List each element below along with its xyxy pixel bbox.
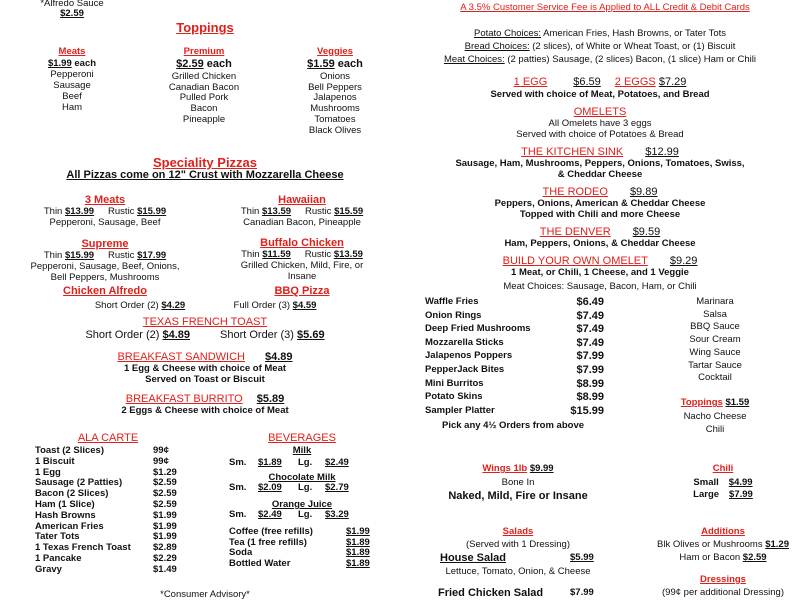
thin-label: Thin (240, 206, 260, 217)
sauce-item: Cocktail (698, 372, 732, 384)
size-small-label: Sm. (229, 482, 247, 493)
veggies-price: $1.59 (307, 58, 335, 70)
order-label: Short Order (2) (85, 329, 160, 341)
beverage-price: $1.89 (346, 547, 370, 559)
chili-small-price: $4.99 (728, 477, 753, 488)
ala-carte-item: Toast (2 Slices) (35, 445, 104, 456)
toppings-title: Toppings (176, 20, 234, 35)
appetizer-price: $15.99 (570, 404, 604, 417)
ala-carte-price: 99¢ (153, 445, 169, 456)
appetizer-price: $7.49 (576, 309, 604, 322)
wings-flavors: Naked, Mild, Fire or Insane (448, 490, 588, 502)
alfredo-price: $2.59 (60, 8, 84, 19)
appetizer-item: Deep Fried Mushrooms (425, 323, 531, 335)
topping-item: Pineapple (182, 114, 226, 125)
two-eggs-price: $7.29 (658, 76, 687, 88)
omelet-desc: Topped with Chili and more Cheese (519, 209, 681, 220)
topping-item: Pepperoni (50, 69, 94, 80)
ala-carte-item: American Fries (35, 520, 104, 532)
app-toppings-heading (681, 397, 749, 409)
addition-line (657, 539, 789, 551)
ala-carte-item: Tater Tots (35, 531, 80, 543)
small-price: $1.89 (258, 457, 282, 468)
rustic-label: Rustic (108, 206, 135, 217)
ala-carte-item: Gravy (35, 563, 62, 575)
small-price: $2.49 (258, 509, 282, 520)
ala-carte-price: $2.59 (153, 488, 177, 500)
two-eggs-title: 2 EGGS (614, 76, 656, 88)
meats-price: $1.99 (47, 58, 72, 69)
rustic-label: Rustic (305, 206, 332, 217)
pizzas-subtitle: All Pizzas come on 12" Crust with Mozzarella Cheese (66, 169, 344, 181)
meats-title: Meats (58, 46, 86, 57)
salads-title: Salads (502, 526, 534, 537)
chili-small-line (693, 477, 752, 489)
topping-item: Bacon (190, 103, 218, 114)
appetizer-price: $7.49 (576, 323, 604, 336)
ala-carte-price: $2.89 (153, 542, 177, 554)
omelet-desc: Ham, Peppers, Onions, & Cheddar Cheese (504, 238, 696, 249)
burrito-price: $5.89 (256, 393, 285, 405)
appetizer-price: $8.99 (576, 391, 604, 404)
bread-line (465, 41, 736, 53)
house-salad-desc: Lettuce, Tomato, Onion, & Cheese (445, 566, 591, 577)
omelet-price: $9.29 (669, 255, 698, 267)
omelets-desc: Served with choice of Potatoes & Bread (516, 129, 684, 140)
sauce-item: Tartar Sauce (688, 359, 742, 371)
pizza-name: Supreme (81, 238, 129, 250)
sandwich-title: BREAKFAST SANDWICH (117, 351, 246, 363)
each-label: each (74, 58, 97, 69)
appetizer-item: Potato Skins (425, 391, 483, 403)
rustic-price: $17.99 (137, 250, 167, 261)
ala-carte-title: ALA CARTE (77, 432, 139, 444)
large-price: $3.29 (325, 509, 349, 520)
alfredo-sauce: *Alfredo Sauce (40, 0, 104, 9)
wings-title: Wings 1lb (482, 463, 528, 474)
appetizer-item: Sampler Platter (425, 404, 495, 416)
appetizer-item: Jalapenos Poppers (425, 350, 513, 362)
omelet-item (543, 186, 658, 198)
ala-carte-item: Sausage (2 Patties) (35, 477, 123, 489)
pizza-desc: Insane (287, 271, 317, 282)
topping-item: Jalapenos (313, 92, 357, 103)
french-toast-title: TEXAS FRENCH TOAST (142, 316, 268, 328)
pizza-name: Hawaiian (278, 194, 326, 206)
topping-item: Mushrooms (310, 103, 360, 114)
appetizer-price: $7.99 (576, 350, 604, 363)
beverage-name: Orange Juice (271, 499, 333, 510)
ala-carte-price: $2.29 (153, 553, 177, 564)
potato-choices: American Fries, Hash Browns, or Tater Tots (541, 28, 727, 39)
omelet-item (503, 255, 698, 267)
pizza-desc: Pepperoni, Sausage, Beef, Onions, (30, 261, 180, 272)
pizza-name: Chicken Alfredo (63, 285, 147, 297)
dressings-sub: (99¢ per additional Dressing) (662, 587, 784, 598)
topping-item: Onions (319, 71, 351, 82)
pizza-desc: Grilled Chicken, Mild, Fire, or (240, 260, 364, 271)
pizza-desc: Canadian Bacon, Pineapple (243, 217, 361, 228)
one-egg-price: $6.59 (573, 76, 601, 88)
chili-small: Small (693, 477, 719, 488)
veggies-price-line (307, 58, 363, 70)
sandwich-desc: 1 Egg & Cheese with choice of Meat (123, 363, 287, 374)
beverage-price: $1.89 (346, 557, 370, 569)
eggs-heading (514, 76, 687, 88)
topping-item: Sausage (53, 80, 91, 91)
wings-heading (482, 463, 553, 475)
each-label: each (337, 58, 363, 70)
rustic-price: $13.59 (333, 249, 363, 260)
size-small-label: Sm. (229, 457, 247, 468)
french-toast-prices (85, 329, 324, 341)
meat-choices: (2 patties) Sausage, (2 slices) Bacon, (1 slice) Ham or Chili (504, 54, 757, 65)
beverage-item: Bottled Water (229, 557, 291, 569)
chili-large: Large (693, 489, 720, 500)
ala-carte-item: Hash Browns (35, 509, 96, 521)
size-large-label: Lg. (298, 509, 313, 520)
thin-price: $13.99 (64, 206, 95, 217)
eggs-desc: Served with choice of Meat, Potatoes, and Bread (490, 89, 710, 100)
ala-carte-price: 99¢ (153, 455, 169, 467)
topping-item: Canadian Bacon (168, 82, 240, 93)
addition-line (679, 552, 766, 564)
beverage-item: Soda (229, 547, 253, 559)
size-large-label: Lg. (298, 482, 313, 493)
full-order-label: Full Order (3) (233, 300, 291, 311)
meat-label: Meat Choices: (443, 54, 505, 65)
ala-carte-price: $1.49 (153, 563, 177, 575)
dressings-title: Dressings (700, 574, 746, 585)
pizza-name: BBQ Pizza (274, 285, 330, 297)
addition-item: Ham or Bacon (679, 552, 741, 563)
topping-item: Black Olives (308, 125, 362, 136)
sandwich-desc: Served on Toast or Biscuit (145, 374, 265, 385)
thin-price: $15.99 (64, 250, 95, 261)
omelet-name: THE KITCHEN SINK (521, 146, 624, 158)
omelet-name: THE DENVER (539, 226, 611, 238)
chili-title: Chili (712, 463, 734, 474)
consumer-advisory: *Consumer Advisory* (160, 589, 250, 600)
omelet-price: $9.89 (629, 186, 658, 198)
order-price: $5.69 (297, 329, 325, 341)
rustic-price: $15.59 (334, 206, 364, 217)
meat-choices-footer: Meat Choices: Sausage, Bacon, Ham, or Chili (503, 281, 697, 292)
full-order-price: $4.59 (292, 300, 317, 311)
one-egg-title: 1 EGG (513, 76, 548, 88)
ala-carte-price: $1.99 (153, 531, 177, 543)
short-order-price: $4.29 (161, 300, 186, 311)
additions-title: Additions (701, 526, 745, 537)
sauce-item: Salsa (703, 308, 727, 320)
sandwich-price: $4.89 (265, 351, 293, 363)
beverage-price: $1.99 (346, 526, 370, 537)
app-topping-item: Nacho Cheese (683, 411, 747, 422)
thin-price: $13.59 (261, 206, 292, 217)
meat-line (444, 54, 756, 66)
ala-carte-price: $1.99 (153, 520, 177, 532)
ala-carte-price: $1.29 (153, 466, 177, 478)
thin-label: Thin (241, 249, 260, 260)
beverage-name: Chocolate Milk (268, 472, 336, 483)
addition-price: $2.59 (742, 552, 767, 563)
service-fee-notice: A 3.5% Customer Service Fee is Applied to ALL Credit & Debit Cards (460, 2, 750, 13)
bread-choices: (2 slices), of White or Wheat Toast, or (1) Biscuit (529, 41, 736, 52)
omelet-price: $12.99 (645, 146, 679, 158)
house-salad-price: $5.99 (570, 552, 594, 563)
sandwich-heading (117, 351, 292, 363)
topping-item: Beef (62, 91, 82, 102)
appetizer-price: $7.99 (576, 364, 604, 376)
ala-carte-item: Bacon (2 Slices) (35, 488, 109, 500)
ala-carte-price: $2.59 (153, 499, 177, 510)
wings-sub: Bone In (501, 477, 535, 488)
omelets-title: OMELETS (573, 106, 627, 118)
addition-price: $1.29 (765, 539, 790, 550)
topping-item: Pulled Pork (179, 92, 229, 103)
appetizer-price: $6.49 (576, 296, 604, 308)
veggies-title: Veggies (317, 46, 353, 57)
omelet-desc: Sausage, Ham, Mushrooms, Peppers, Onions, Tomatoes, Swiss, (455, 158, 745, 169)
each-label: each (206, 58, 232, 70)
order-label: Short Order (3) (220, 329, 294, 341)
omelet-price: $9.59 (632, 226, 661, 238)
appetizer-price: $8.99 (576, 377, 604, 390)
topping-item: Grilled Chicken (171, 71, 237, 82)
omelet-desc: & Cheddar Cheese (557, 169, 643, 180)
appetizer-item: PepperJack Bites (425, 364, 505, 375)
addition-item: Blk Olives or Mushrooms (656, 539, 763, 550)
beverage-item: Tea (1 free refills) (229, 536, 307, 548)
topping-item: Tomatoes (314, 114, 356, 125)
chili-large-line (693, 489, 753, 501)
omelet-item (540, 226, 660, 238)
order-price: $4.89 (162, 329, 190, 341)
omelet-name: THE RODEO (542, 186, 608, 198)
burrito-heading (126, 393, 285, 405)
fried-chicken-salad: Fried Chicken Salad (438, 587, 544, 599)
fried-chicken-salad-price: $7.99 (570, 587, 594, 598)
ala-carte-item: 1 Egg (35, 466, 61, 478)
sauce-item: Marinara (696, 296, 734, 307)
thin-price: $11.59 (262, 249, 291, 260)
short-order-line (95, 300, 185, 312)
short-order-label: Short Order (2) (94, 300, 159, 311)
thin-label: Thin (43, 250, 63, 261)
topping-item: Bell Peppers (308, 82, 362, 93)
beverages-title: BEVERAGES (268, 432, 336, 444)
ala-carte-item: 1 Pancake (35, 553, 82, 564)
topping-item: Ham (61, 102, 83, 113)
appetizer-item: Mozzarella Sticks (425, 336, 504, 348)
beverage-name: Milk (292, 445, 312, 456)
pizzas-title: Speciality Pizzas (152, 155, 258, 170)
size-small-label: Sm. (229, 509, 247, 520)
pizza-desc: Bell Peppers, Mushrooms (50, 272, 160, 283)
ala-carte-item: 1 Biscuit (35, 455, 75, 467)
salads-sub: (Served with 1 Dressing) (465, 539, 571, 550)
sauce-item: Wing Sauce (689, 346, 741, 358)
omelet-desc: Peppers, Onions, American & Cheddar Cheese (494, 198, 706, 209)
house-salad: House Salad (440, 552, 507, 564)
premium-price-line (176, 58, 232, 70)
bread-label: Bread Choices: (464, 41, 530, 52)
premium-price: $2.59 (176, 58, 204, 70)
rustic-label: Rustic (108, 250, 135, 261)
ala-carte-item: Ham (1 Slice) (35, 499, 95, 510)
large-price: $2.79 (325, 482, 349, 493)
burrito-desc: 2 Eggs & Cheese with choice of Meat (121, 405, 289, 416)
sauce-item: BBQ Sauce (690, 321, 740, 333)
sauce-item: Sour Cream (689, 334, 741, 346)
burrito-title: BREAKFAST BURRITO (125, 393, 243, 405)
full-order-line (234, 300, 317, 312)
omelet-name: BUILD YOUR OWN OMELET (502, 255, 648, 267)
rustic-label: Rustic (304, 249, 332, 260)
pizza-name: 3 Meats (84, 194, 126, 206)
size-large-label: Lg. (298, 457, 313, 468)
appetizer-item: Waffle Fries (425, 296, 479, 307)
app-toppings-price: $1.59 (725, 397, 750, 408)
rustic-price: $15.99 (137, 206, 167, 217)
small-price: $2.09 (258, 482, 282, 493)
potato-line (474, 28, 726, 40)
beverage-item: Coffee (free refills) (229, 526, 313, 537)
appetizer-price: $7.49 (576, 336, 604, 349)
thin-label: Thin (43, 206, 63, 217)
wings-price: $9.99 (529, 463, 554, 474)
app-toppings-title: Toppings (680, 397, 723, 408)
premium-title: Premium (183, 46, 225, 57)
chili-large-price: $7.99 (729, 489, 753, 500)
ala-carte-price: $1.99 (153, 509, 177, 521)
sampler-note: Pick any 4½ Orders from above (441, 420, 585, 431)
pizza-desc: Pepperoni, Sausage, Beef (49, 217, 161, 228)
app-topping-item: Chili (705, 424, 725, 435)
omelet-item (521, 146, 679, 158)
beverage-price: $1.89 (346, 536, 370, 548)
omelet-desc: 1 Meat, or Chili, 1 Cheese, and 1 Veggie (511, 267, 689, 278)
pizza-name: Buffalo Chicken (260, 237, 344, 249)
ala-carte-item: 1 Texas French Toast (35, 542, 131, 554)
appetizer-item: Onion Rings (425, 309, 482, 321)
appetizer-item: Mini Burritos (425, 377, 484, 389)
ala-carte-price: $2.59 (153, 477, 177, 489)
omelets-desc: All Omelets have 3 eggs (548, 118, 652, 129)
potato-label: Potato Choices: (473, 28, 542, 39)
large-price: $2.49 (325, 457, 349, 468)
